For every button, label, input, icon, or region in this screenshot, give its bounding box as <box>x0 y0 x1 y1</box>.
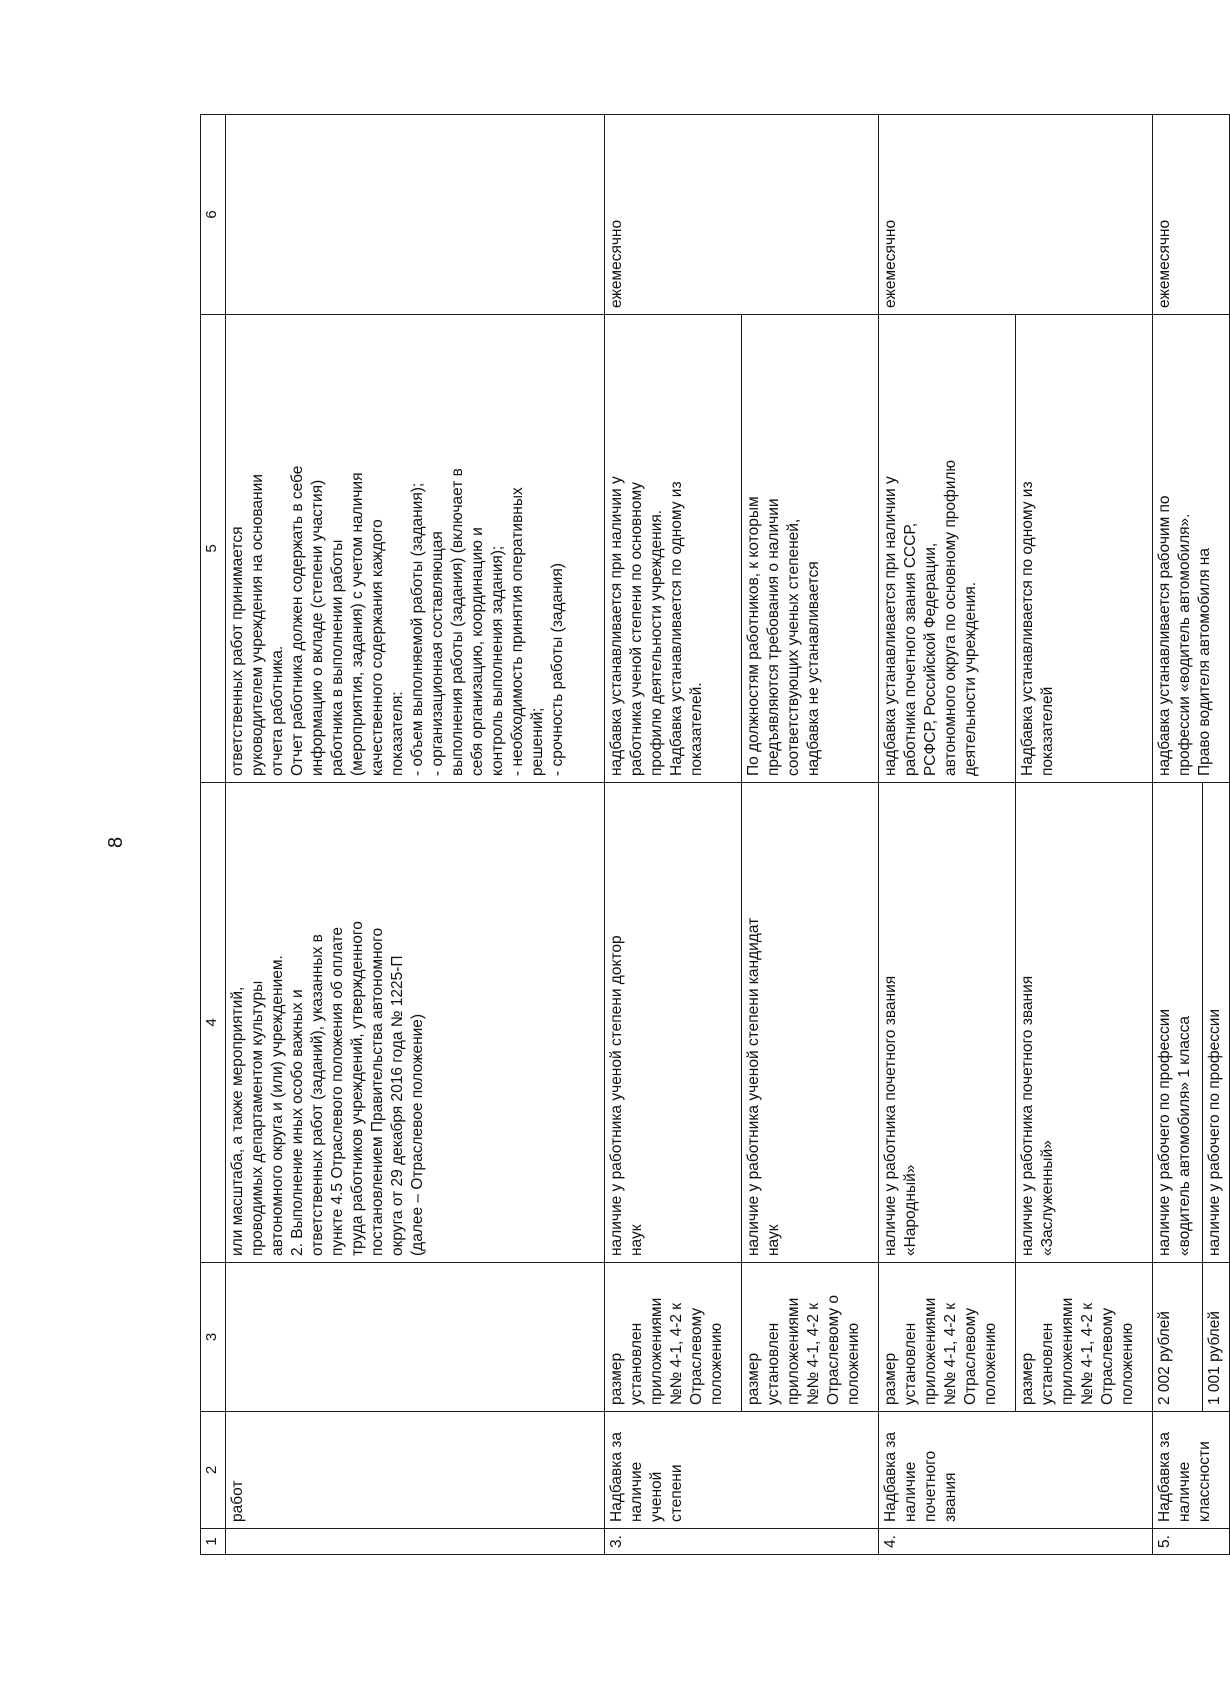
cell-criteria: или масштаба, а также мероприятий, проводимых департаментом культуры автономного округа и (или) учреждением. 2. Выполнение иных особо важных и ответственных работ (заданий), указанных в пункте 4.5 Отраслевого положения об оплате труда работников учреждений, утвержденного постановлением Правительства автономного округа от 29 декабря 2016 года № 1225-П (далее – Отраслевое положение) <box>226 783 604 1263</box>
cell-frequency: ежемесячно <box>1153 115 1230 315</box>
cell-frequency: ежемесячно <box>604 115 878 315</box>
header-col-5: 5 <box>201 315 226 783</box>
table-row-4-sub <box>1016 115 1153 1555</box>
cell-amount: размер установлен приложениями №№ 4-1, 4-2 к Отраслевому положению <box>604 1263 741 1412</box>
header-col-6: 6 <box>201 115 226 315</box>
cell-conditions: ответственных работ принимается руководителем учреждения на основании отчета работника. Отчет работника должен содержать в себе информацию о вкладе (степени участия) работника в выполнении работы (мероприятия, задания) с учетом наличия качественного содержания каждого показателя: - объем выполняемой работы (задания); - организационная составляющая выполнения работы (задания) (включает в себя организацию, координацию и контроль выполнения задания); - необходимость принятия оперативных решений; - срочность работы (задания) <box>226 315 604 783</box>
cell-conditions: надбавка устанавливается при наличии у работника почетного звания СССР, РСФСР, Российской Федерации, автономного округа по основному профилю деятельности учреждения. <box>878 315 1015 783</box>
cell-allowance-name: Надбавка за наличие почетного звания <box>878 1412 1152 1529</box>
cell-frequency: ежемесячно <box>878 115 1152 315</box>
allowances-table <box>200 114 1230 1555</box>
header-col-1: 1 <box>201 1529 226 1555</box>
table-header-row <box>201 115 226 1555</box>
cell-amount: размер установлен приложениями №№ 4-1, 4-2 к Отраслевому положению <box>1016 1263 1153 1412</box>
cell-criteria: наличие у работника почетного звания «Народный» <box>878 783 1015 1263</box>
cell-allowance-name: Надбавка за наличие ученой степени <box>604 1412 878 1529</box>
cell-criteria: наличие у рабочего по профессии <box>1202 783 1229 1263</box>
cell-amount: 1 001 рублей <box>1202 1263 1229 1412</box>
cell-number: 5. <box>1153 1529 1230 1555</box>
cell-amount <box>226 1263 604 1412</box>
header-col-2: 2 <box>201 1412 226 1529</box>
cell-conditions: надбавка устанавливается при наличии у работника ученой степени по основному профилю деятельности учреждения. Надбавка устанавливается по одному из показателей. <box>604 315 741 783</box>
table-row-3-sub <box>741 115 878 1555</box>
cell-number <box>226 1529 604 1555</box>
cell-conditions: надбавка устанавливается рабочим по профессии «водитель автомобиля». Право водителя автомобиля на <box>1153 315 1230 783</box>
table-row-3 <box>604 115 741 1555</box>
cell-criteria: наличие у рабочего по профессии «водитель автомобиля» 1 класса <box>1153 783 1202 1263</box>
cell-amount: размер установлен приложениями №№ 4-1, 4-2 к Отраслевому положению <box>878 1263 1015 1412</box>
cell-criteria: наличие у работника почетного звания «Заслуженный» <box>1016 783 1153 1263</box>
table-row-4 <box>878 115 1015 1555</box>
cell-conditions: По должностям работников, к которым предъявляются требования о наличии соответствующих ученых степеней, надбавка не устанавливается <box>741 315 878 783</box>
cell-frequency <box>226 115 604 315</box>
cell-amount: 2 002 рублей <box>1153 1263 1202 1412</box>
cell-amount: размер установлен приложениями №№ 4-1, 4-2 к Отраслевому о положению <box>741 1263 878 1412</box>
cell-number: 4. <box>878 1529 1152 1555</box>
table-row-5 <box>1153 115 1202 1555</box>
table-row-continued <box>226 115 604 1555</box>
header-col-4: 4 <box>201 783 226 1263</box>
cell-allowance-name: работ <box>226 1412 604 1529</box>
cell-criteria: наличие у работника ученой степени кандидат наук <box>741 783 878 1263</box>
cell-allowance-name: Надбавка за наличие классности <box>1153 1412 1230 1529</box>
page-number: 8 <box>105 836 127 848</box>
cell-criteria: наличие у работника ученой степени доктор наук <box>604 783 741 1263</box>
header-col-3: 3 <box>201 1263 226 1412</box>
cell-number: 3. <box>604 1529 878 1555</box>
cell-conditions: Надбавка устанавливается по одному из показателей <box>1016 315 1153 783</box>
